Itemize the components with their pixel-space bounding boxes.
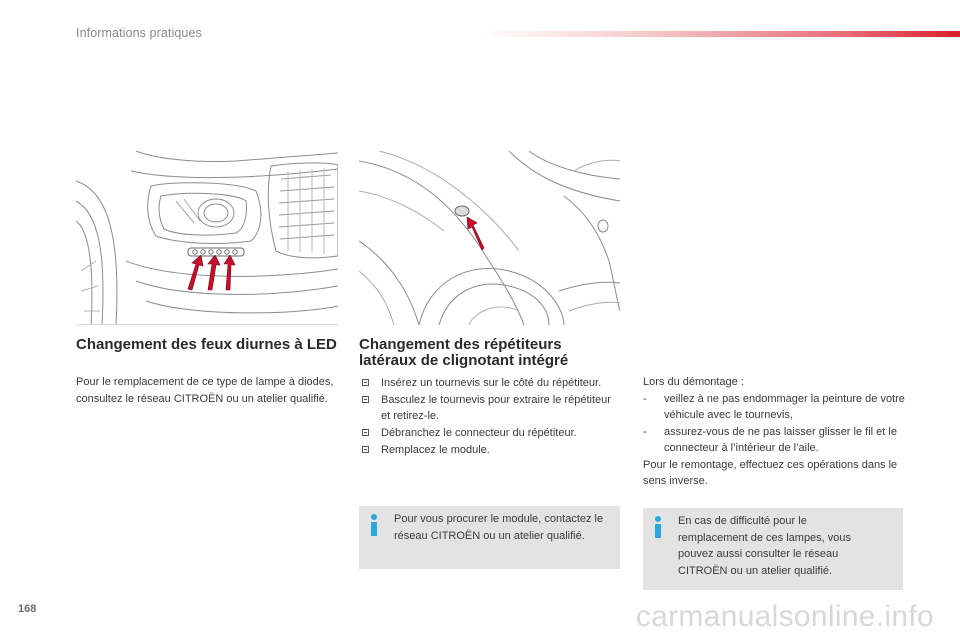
red-arrow-icon [182, 255, 242, 291]
header-accent-bar [480, 31, 960, 37]
figure-divider [76, 324, 338, 325]
list-item [359, 425, 621, 441]
checkbox-bullet-icon [362, 379, 369, 386]
side-repeater-illustration [359, 151, 620, 325]
step-text: Remplacez le module. [381, 444, 490, 456]
step-text: Basculez le tournevis pour extraire le répétiteur et retirez-le. [381, 394, 611, 422]
checkbox-bullet-icon [362, 446, 369, 453]
led-section-title: Changement des feux diurnes à LED [76, 336, 337, 353]
page-number: 168 [18, 603, 37, 615]
module-info-box [359, 506, 620, 569]
dismount-intro: Lors du démontage : [643, 376, 744, 388]
info-icon [653, 516, 663, 538]
dismount-outro: Pour le remontage, effectuez ces opérations dans le sens inverse. [643, 458, 898, 487]
list-item [643, 391, 905, 424]
list-item [359, 392, 621, 424]
led-lights-illustration [76, 151, 338, 325]
step-text: Débranchez le connecteur du répétiteur. [381, 427, 577, 439]
dash-bullet: - [643, 392, 647, 405]
watermark: carmanualsonline.info [635, 600, 934, 633]
info-text: En cas de difficulté pour le remplacement de ces lampes, vous pouvez aussi consulter le réseau CITROËN ou un atelier qualifié. [678, 515, 852, 577]
list-item [359, 375, 621, 391]
dismount-item-text: assurez-vous de ne pas laisser glisser le fil et le connecteur à l’intérieur de l’aile. [664, 425, 897, 454]
dash-bullet: - [643, 425, 647, 438]
info-icon [369, 514, 379, 536]
list-item [643, 424, 905, 457]
dismount-item-text: veillez à ne pas endommager la peinture de votre véhicule avec le tournevis, [664, 392, 905, 421]
checkbox-bullet-icon [362, 396, 369, 403]
repeater-section-title: Changement des répétiteurs latéraux de clignotant intégré [359, 336, 569, 369]
step-text: Insérez un tournevis sur le côté du répétiteur. [381, 377, 602, 389]
red-arrow-icon [463, 217, 485, 251]
difficulty-info-box [643, 508, 903, 590]
dismount-notes [643, 374, 905, 490]
info-text: Pour vous procurer le module, contactez le réseau CITROËN ou un atelier qualifié. [394, 513, 604, 542]
repeater-steps-list [359, 375, 621, 459]
led-section-text: Pour le remplacement de ce type de lampe à diodes, consultez le réseau CITROËN ou un atelier qualifié. [76, 376, 334, 405]
page-header-title: Informations pratiques [76, 26, 202, 40]
list-item [359, 442, 621, 458]
checkbox-bullet-icon [362, 429, 369, 436]
